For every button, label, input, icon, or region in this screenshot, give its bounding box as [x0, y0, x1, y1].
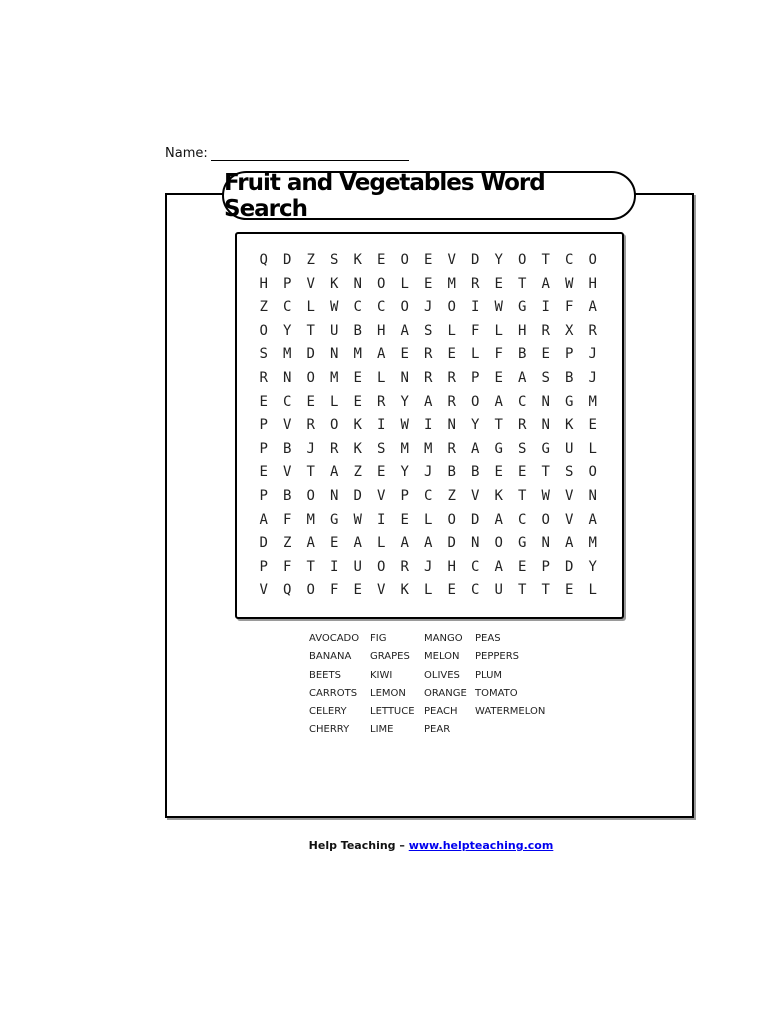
- grid-letter: A: [494, 558, 503, 575]
- grid-letter: B: [565, 369, 574, 386]
- word-column: [309, 630, 370, 740]
- grid-letter: A: [565, 535, 574, 552]
- word-list-item: LETTUCE: [370, 706, 415, 718]
- grid-letter: E: [424, 275, 433, 292]
- grid-letter: M: [588, 393, 597, 410]
- grid-letter: S: [565, 464, 574, 481]
- grid-letter: O: [541, 511, 550, 528]
- word-list-item: CHERRY: [309, 724, 350, 736]
- word-list-item: LEMON: [370, 687, 406, 699]
- grid-letter: B: [283, 440, 292, 457]
- grid-letter: W: [494, 299, 503, 316]
- grid-letter: H: [259, 275, 268, 292]
- grid-letter: H: [377, 322, 386, 339]
- grid-letter: J: [424, 558, 433, 575]
- word-list-item: TOMATO: [475, 687, 518, 699]
- grid-letter: G: [494, 440, 503, 457]
- grid-letter: B: [283, 487, 292, 504]
- grid-letter: G: [565, 393, 574, 410]
- grid-letter: K: [353, 417, 362, 434]
- grid-letter: A: [518, 369, 527, 386]
- grid-letter: Y: [494, 252, 503, 268]
- grid-letter: P: [541, 558, 550, 575]
- grid-letter: A: [424, 535, 433, 552]
- grid-letter: S: [377, 440, 386, 457]
- grid-letter: R: [471, 275, 480, 292]
- grid-letter: C: [283, 393, 292, 410]
- grid-letter: A: [494, 511, 503, 528]
- word-list-item: KIWI: [370, 669, 393, 681]
- grid-letter: F: [330, 582, 339, 599]
- grid-letter: F: [494, 346, 503, 363]
- grid-letter: V: [565, 511, 574, 528]
- grid-letter: Z: [447, 487, 456, 504]
- grid-letter: A: [259, 511, 268, 528]
- grid-letter: V: [471, 487, 480, 504]
- grid-letter: U: [565, 440, 574, 457]
- grid-letter: R: [424, 346, 433, 363]
- grid-letter: D: [353, 487, 362, 504]
- grid-letter: V: [447, 252, 456, 268]
- grid-letter: I: [541, 299, 550, 316]
- grid-letter: R: [447, 369, 456, 386]
- grid-letter: R: [518, 417, 527, 434]
- grid-letter: M: [353, 346, 362, 363]
- grid-letter: T: [494, 417, 503, 434]
- grid-letter: J: [424, 464, 433, 481]
- grid-letter: Z: [353, 464, 362, 481]
- grid-letter: B: [353, 322, 362, 339]
- grid-letter: S: [330, 252, 339, 268]
- grid-letter: O: [494, 535, 503, 552]
- grid-letter: C: [471, 558, 480, 575]
- grid-letter: R: [400, 558, 409, 575]
- grid-letter: K: [330, 275, 339, 292]
- grid-letter: P: [565, 346, 574, 363]
- grid-letter: L: [588, 582, 597, 599]
- grid-letter: P: [259, 440, 268, 457]
- grid-letter: A: [400, 535, 409, 552]
- grid-letter: N: [447, 417, 456, 434]
- grid-letter: C: [518, 393, 527, 410]
- grid-letter: J: [588, 346, 597, 363]
- grid-letter: E: [306, 393, 315, 410]
- page-title: [222, 171, 636, 220]
- grid-letter: D: [283, 252, 292, 268]
- grid-letter: P: [259, 558, 268, 575]
- grid-letter: O: [306, 487, 315, 504]
- grid-letter: H: [518, 322, 527, 339]
- grid-letter: T: [518, 275, 527, 292]
- grid-letter: A: [424, 393, 433, 410]
- grid-letter: A: [541, 275, 550, 292]
- name-blank-line[interactable]: [211, 146, 409, 161]
- grid-letter: S: [424, 322, 433, 339]
- grid-letter: U: [353, 558, 362, 575]
- word-list-item: MANGO: [424, 633, 463, 644]
- grid-letter: O: [518, 252, 527, 268]
- grid-letter: D: [306, 346, 315, 363]
- grid-letter: N: [541, 417, 550, 434]
- grid-letter: V: [377, 582, 386, 599]
- grid-letter: T: [518, 487, 527, 504]
- grid-letter: F: [471, 322, 480, 339]
- grid-letter: W: [330, 299, 339, 316]
- word-list-item: MELON: [424, 651, 460, 663]
- grid-letter: L: [400, 275, 409, 292]
- grid-letter: O: [306, 582, 315, 599]
- footer-text: Help Teaching –: [308, 839, 405, 852]
- page-title-text: Fruit and Vegetables Word Search: [224, 169, 545, 222]
- word-list-item: LIME: [370, 724, 394, 736]
- grid-letter: B: [471, 464, 480, 481]
- grid-letter: M: [283, 346, 292, 363]
- grid-letter: Y: [471, 417, 480, 434]
- grid-letter: A: [400, 322, 409, 339]
- grid-letter: A: [353, 535, 362, 552]
- footer-link[interactable]: www.helpteaching.com: [408, 839, 554, 852]
- grid-letter: A: [588, 299, 597, 316]
- grid-letter: I: [377, 417, 386, 434]
- name-label: Name:: [165, 146, 208, 161]
- grid-letter: L: [377, 535, 386, 552]
- grid-letter: R: [259, 369, 268, 386]
- grid-letter: J: [306, 440, 315, 457]
- grid-letter: T: [541, 252, 550, 268]
- grid-letter: P: [471, 369, 480, 386]
- name-field[interactable]: [165, 146, 409, 161]
- grid-letter: E: [400, 511, 409, 528]
- grid-letter: C: [471, 582, 480, 599]
- grid-letter: Z: [283, 535, 292, 552]
- grid-letter: M: [400, 440, 409, 457]
- grid-letter: N: [353, 275, 362, 292]
- grid-letter: M: [588, 535, 597, 552]
- grid-letter: N: [330, 346, 339, 363]
- grid-letter: E: [541, 346, 550, 363]
- grid-letter: J: [424, 299, 433, 316]
- word-list-item: PEAS: [475, 633, 501, 644]
- word-column: [370, 630, 424, 740]
- grid-letter: L: [447, 322, 456, 339]
- grid-letter: W: [353, 511, 362, 528]
- grid-letter: V: [259, 582, 268, 599]
- grid-letter: I: [424, 417, 433, 434]
- grid-letter: C: [377, 299, 386, 316]
- grid-letter: O: [588, 252, 597, 268]
- grid-letter: O: [330, 417, 339, 434]
- grid-letter: R: [424, 369, 433, 386]
- grid-letter: L: [424, 582, 433, 599]
- grid-letter: E: [565, 582, 574, 599]
- grid-letter: I: [330, 558, 339, 575]
- grid-letter: S: [259, 346, 268, 363]
- grid-letter: R: [447, 440, 456, 457]
- grid-letter: X: [565, 322, 574, 339]
- grid-letter: O: [306, 369, 315, 386]
- grid-letter: G: [518, 299, 527, 316]
- grid-letter: A: [330, 464, 339, 481]
- grid-letter: E: [447, 582, 456, 599]
- grid-letter: E: [330, 535, 339, 552]
- grid-letter: E: [494, 464, 503, 481]
- word-list-item: BEETS: [309, 669, 341, 681]
- grid-letter: L: [306, 299, 315, 316]
- grid-letter: T: [306, 322, 315, 339]
- grid-letter: O: [447, 299, 456, 316]
- grid-letter: P: [259, 417, 268, 434]
- word-list-item: ORANGE: [424, 687, 467, 699]
- grid-letter: L: [424, 511, 433, 528]
- grid-letter: A: [471, 440, 480, 457]
- grid-letter: U: [494, 582, 503, 599]
- grid-letter: M: [306, 511, 315, 528]
- grid-letter: H: [588, 275, 597, 292]
- grid-letter: G: [330, 511, 339, 528]
- grid-letter: W: [541, 487, 550, 504]
- grid-letter: I: [377, 511, 386, 528]
- grid-letter: F: [565, 299, 574, 316]
- grid-letter: T: [306, 558, 315, 575]
- grid-letter: Z: [259, 299, 268, 316]
- word-list-item: PLUM: [475, 669, 503, 681]
- grid-letter: A: [588, 511, 597, 528]
- grid-letter: P: [259, 487, 268, 504]
- word-list-item: CELERY: [309, 706, 347, 718]
- grid-letter: C: [518, 511, 527, 528]
- grid-letter: L: [471, 346, 480, 363]
- grid-letter: V: [565, 487, 574, 504]
- grid-letter: R: [330, 440, 339, 457]
- letter-grid: [252, 249, 605, 603]
- word-list-item: WATERMELON: [475, 706, 546, 718]
- grid-letter: E: [424, 252, 433, 268]
- grid-letter: V: [306, 275, 315, 292]
- grid-letter: E: [400, 346, 409, 363]
- grid-letter: Q: [259, 252, 268, 268]
- grid-letter: C: [565, 252, 574, 268]
- grid-letter: L: [494, 322, 503, 339]
- grid-letter: C: [353, 299, 362, 316]
- grid-letter: M: [330, 369, 339, 386]
- grid-letter: N: [283, 369, 292, 386]
- grid-letter: V: [377, 487, 386, 504]
- grid-letter: T: [306, 464, 315, 481]
- grid-letter: S: [541, 369, 550, 386]
- grid-letter: R: [541, 322, 550, 339]
- grid-letter: C: [283, 299, 292, 316]
- grid-letter: E: [353, 369, 362, 386]
- grid-letter: P: [283, 275, 292, 292]
- grid-letter: E: [259, 464, 268, 481]
- grid-letter: A: [494, 393, 503, 410]
- grid-letter: Y: [400, 464, 409, 481]
- grid-letter: N: [400, 369, 409, 386]
- grid-letter: E: [353, 582, 362, 599]
- grid-letter: R: [306, 417, 315, 434]
- grid-letter: C: [424, 487, 433, 504]
- grid-letter: E: [518, 464, 527, 481]
- grid-letter: G: [541, 440, 550, 457]
- grid-letter: A: [306, 535, 315, 552]
- grid-letter: E: [494, 275, 503, 292]
- grid-letter: O: [588, 464, 597, 481]
- grid-letter: B: [447, 464, 456, 481]
- grid-letter: N: [471, 535, 480, 552]
- grid-letter: D: [471, 511, 480, 528]
- grid-letter: D: [447, 535, 456, 552]
- grid-letter: A: [377, 346, 386, 363]
- grid-letter: K: [565, 417, 574, 434]
- word-list-item: OLIVES: [424, 669, 460, 681]
- grid-letter: T: [541, 464, 550, 481]
- grid-letter: O: [377, 275, 386, 292]
- grid-letter: W: [400, 417, 409, 434]
- grid-letter: Y: [400, 393, 409, 410]
- word-list-item: PEAR: [424, 724, 451, 736]
- grid-letter: R: [447, 393, 456, 410]
- grid-letter: G: [518, 535, 527, 552]
- grid-letter: D: [565, 558, 574, 575]
- grid-letter: D: [471, 252, 480, 268]
- grid-letter: K: [400, 582, 409, 599]
- word-list-item: PEACH: [424, 706, 458, 718]
- grid-letter: M: [424, 440, 433, 457]
- grid-letter: E: [377, 252, 386, 268]
- grid-letter: B: [518, 346, 527, 363]
- grid-letter: O: [447, 511, 456, 528]
- grid-letter: S: [518, 440, 527, 457]
- word-list-item: CARROTS: [309, 687, 358, 699]
- footer: [0, 839, 768, 852]
- grid-letter: O: [400, 299, 409, 316]
- grid-letter: K: [494, 487, 503, 504]
- grid-letter: K: [353, 440, 362, 457]
- grid-letter: E: [588, 417, 597, 434]
- grid-letter: O: [259, 322, 268, 339]
- grid-letter: N: [541, 393, 550, 410]
- grid-letter: E: [518, 558, 527, 575]
- grid-letter: R: [377, 393, 386, 410]
- word-list-item: FIG: [370, 633, 387, 644]
- grid-letter: L: [330, 393, 339, 410]
- grid-letter: E: [494, 369, 503, 386]
- grid-letter: Q: [283, 582, 292, 599]
- word-list-item: AVOCADO: [309, 633, 360, 644]
- grid-letter: O: [471, 393, 480, 410]
- grid-letter: F: [283, 511, 292, 528]
- word-list-item: GRAPES: [370, 651, 410, 663]
- word-list-item: PEPPERS: [475, 651, 520, 663]
- grid-letter: L: [377, 369, 386, 386]
- grid-letter: N: [330, 487, 339, 504]
- grid-letter: T: [541, 582, 550, 599]
- word-list-item: BANANA: [309, 651, 352, 663]
- grid-letter: P: [400, 487, 409, 504]
- grid-letter: Z: [306, 252, 315, 268]
- grid-letter: K: [353, 252, 362, 268]
- grid-letter: H: [447, 558, 456, 575]
- grid-letter: J: [588, 369, 597, 386]
- grid-letter: I: [471, 299, 480, 316]
- grid-letter: R: [588, 322, 597, 339]
- grid-letter: N: [588, 487, 597, 504]
- grid-letter: O: [400, 252, 409, 268]
- grid-letter: E: [259, 393, 268, 410]
- grid-letter: O: [377, 558, 386, 575]
- grid-letter: Y: [283, 322, 292, 339]
- grid-letter: L: [588, 440, 597, 457]
- grid-letter: F: [283, 558, 292, 575]
- grid-letter: W: [565, 275, 574, 292]
- grid-letter: E: [353, 393, 362, 410]
- word-column: [424, 630, 475, 740]
- grid-letter: U: [330, 322, 339, 339]
- grid-letter: M: [447, 275, 456, 292]
- grid-letter: E: [377, 464, 386, 481]
- grid-letter: N: [541, 535, 550, 552]
- grid-letter: E: [447, 346, 456, 363]
- grid-letter: Y: [588, 558, 597, 575]
- grid-letter: V: [283, 464, 292, 481]
- grid-letter: T: [518, 582, 527, 599]
- grid-letter: V: [283, 417, 292, 434]
- grid-letter: D: [259, 535, 268, 552]
- word-list: [309, 630, 565, 740]
- word-column: [475, 630, 565, 740]
